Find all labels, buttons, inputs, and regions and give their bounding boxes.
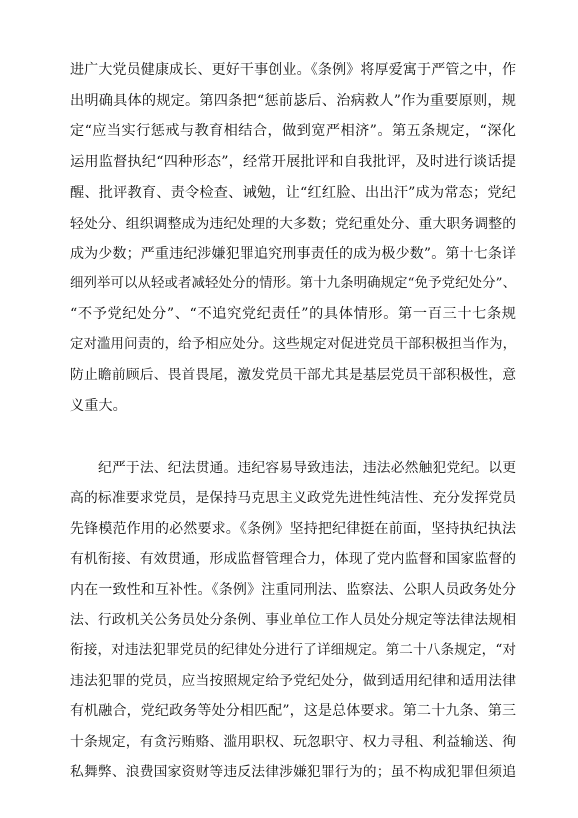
- paragraph-line: 高的标准要求党员，是保持马克思主义政党先进性纯洁性、充分发挥党员: [70, 490, 516, 506]
- paragraph-line: 违法犯罪的党员，应当按照规定给予党纪处分，做到适用纪律和适用法律: [70, 673, 516, 689]
- paragraph-line: 十条规定，有贪污贿赂、滥用职权、玩忽职守、权力寻租、利益输送、徇: [70, 734, 516, 750]
- paragraph-line: 衔接，对违法犯罪党员的纪律处分进行了详细规定。第二十八条规定，“对: [70, 642, 516, 658]
- paragraph-line: 内在一致性和互补性。《条例》注重同刑法、监察法、公职人员政务处分: [70, 582, 516, 598]
- paragraph-line: 纪严于法、纪法贯通。违纪容易导致违法，违法必然触犯党纪。以更: [98, 460, 516, 476]
- paragraph-line: “不予党纪处分”、“不追究党纪责任”的具体情形。第一百三十七条规: [70, 306, 516, 322]
- paragraph-line: 定对滥用问责的，给予相应处分。这些规定对促进党员干部积极担当作为，: [70, 337, 516, 352]
- paragraph-line: 有机融合，党纪政务等处分相匹配”，这是总体要求。第二十九条、第三: [70, 703, 516, 719]
- paragraph-line: 义重大。: [70, 398, 127, 414]
- paragraph-line: 有机衔接、有效贯通，形成监督管理合力，体现了党内监督和国家监督的: [70, 551, 516, 567]
- paragraph-line: 轻处分、组织调整成为违纪处理的大多数；党纪重处分、重大职务调整的: [70, 216, 516, 232]
- paragraph-line: 醒、批评教育、责令检查、诫勉，让“红红脸、出出汗”成为常态；党纪: [70, 185, 516, 201]
- paragraph-line: 私舞弊、浪费国家资财等违反法律涉嫌犯罪行为的；虽不构成犯罪但须追: [70, 764, 516, 780]
- paragraph-line: 成为少数；严重违纪涉嫌犯罪追究刑事责任的成为极少数”。第十七条详: [70, 246, 516, 262]
- paragraph-line: 先锋模范作用的必然要求。《条例》坚持把纪律挺在前面，坚持执纪执法: [70, 521, 516, 537]
- paragraph-line: 出明确具体的规定。第四条把“惩前毖后、治病救人”作为重要原则，规: [70, 93, 516, 109]
- paragraph-line: 细列举可以从轻或者减轻处分的情形。第十九条明确规定“免予党纪处分”、: [70, 276, 516, 291]
- paragraph-line: 法、行政机关公务员处分条例、事业单位工作人员处分规定等法律法规相: [70, 612, 516, 628]
- paragraph-line: 防止瞻前顾后、畏首畏尾，激发党员干部尤其是基层党员干部积极性，意: [70, 367, 516, 383]
- paragraph-line: 运用监督执纪“四种形态”，经常开展批评和自我批评，及时进行谈话提: [70, 154, 516, 170]
- paragraph-line: 进广大党员健康成长、更好干事创业。《条例》将厚爱寓于严管之中，作: [70, 62, 516, 78]
- paragraph-line: 定“应当实行惩戒与教育相结合，做到宽严相济”。第五条规定，“深化: [70, 123, 516, 139]
